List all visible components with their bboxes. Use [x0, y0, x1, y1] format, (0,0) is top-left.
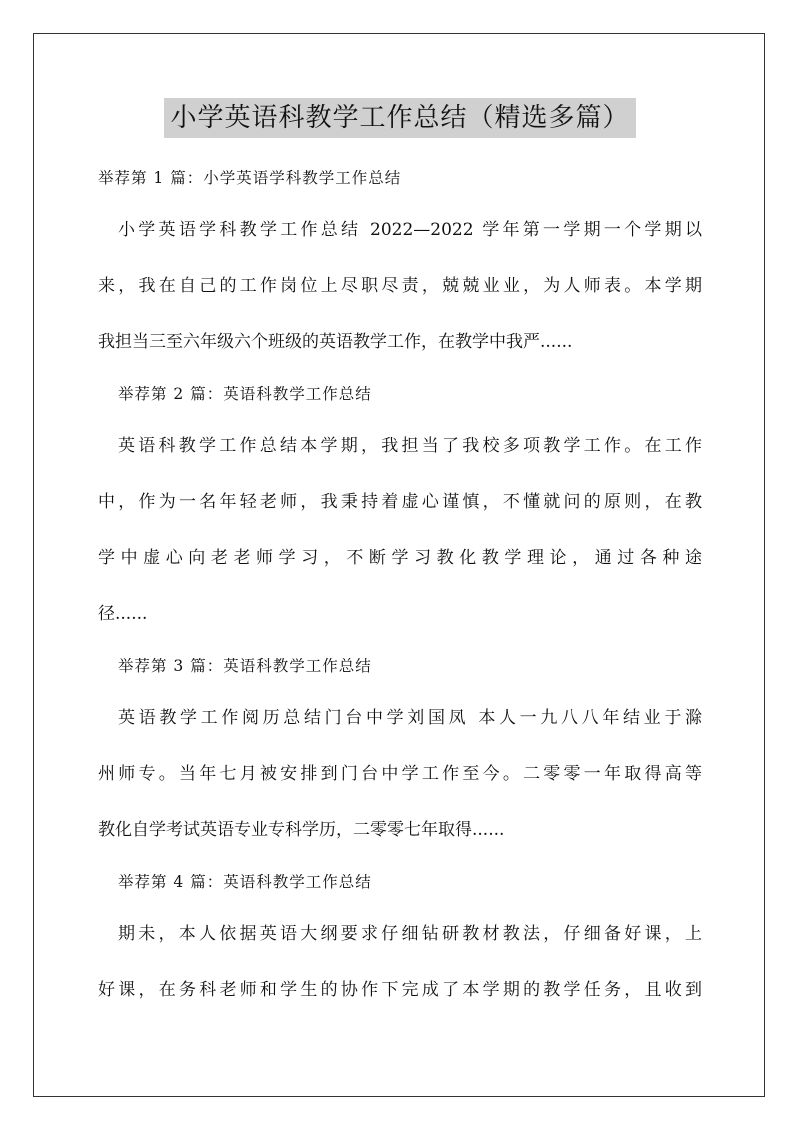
section-heading-1: 举荐第 1 篇：小学英语学科教学工作总结: [98, 169, 402, 187]
document-title: 小学英语科教学工作总结（精选多篇）: [164, 98, 635, 138]
paragraph-line: 来，我在自己的工作岗位上尽职尽责，兢兢业业，为人师表。本学期: [98, 276, 702, 296]
paragraph-line: 小学英语学科教学工作总结 2022—2022 学年第一学期一个学期以: [118, 220, 702, 240]
paragraph-line: 我担当三至六年级六个班级的英语教学工作，在教学中我严......: [98, 332, 573, 352]
section-paragraph-4: [98, 924, 702, 1000]
paragraph-line: 中，作为一名年轻老师，我秉持着虚心谨慎，不懂就问的原则，在教: [98, 492, 702, 512]
paragraph-line: 径......: [98, 604, 148, 624]
paragraph-line: 学中虚心向老老师学习，不断学习教化教学理论，通过各种途: [98, 548, 702, 568]
section-heading-2: 举荐第 2 篇：英语科教学工作总结: [118, 385, 372, 403]
document-body: [98, 168, 702, 1032]
paragraph-line: 英语教学工作阅历总结门台中学刘国凤 本人一九八八年结业于滁: [118, 708, 702, 728]
document-title-wrapper: [0, 98, 800, 138]
section-paragraph-3: [98, 708, 702, 840]
paragraph-line: 教化自学考试英语专业专科学历，二零零七年取得......: [98, 820, 505, 840]
paragraph-line: 期未，本人依据英语大纲要求仔细钻研教材教法，仔细备好课，上: [118, 924, 702, 944]
section-heading-4: 举荐第 4 篇：英语科教学工作总结: [118, 873, 372, 891]
paragraph-line: 州师专。当年七月被安排到门台中学工作至今。二零零一年取得高等: [98, 764, 702, 784]
paragraph-line: 英语科教学工作总结本学期，我担当了我校多项教学工作。在工作: [118, 436, 702, 456]
section-paragraph-2: [98, 436, 702, 624]
paragraph-line: 好课，在务科老师和学生的协作下完成了本学期的教学任务，且收到: [98, 980, 702, 1000]
section-heading-3: 举荐第 3 篇：英语科教学工作总结: [118, 657, 372, 675]
section-paragraph-1: [98, 220, 702, 352]
